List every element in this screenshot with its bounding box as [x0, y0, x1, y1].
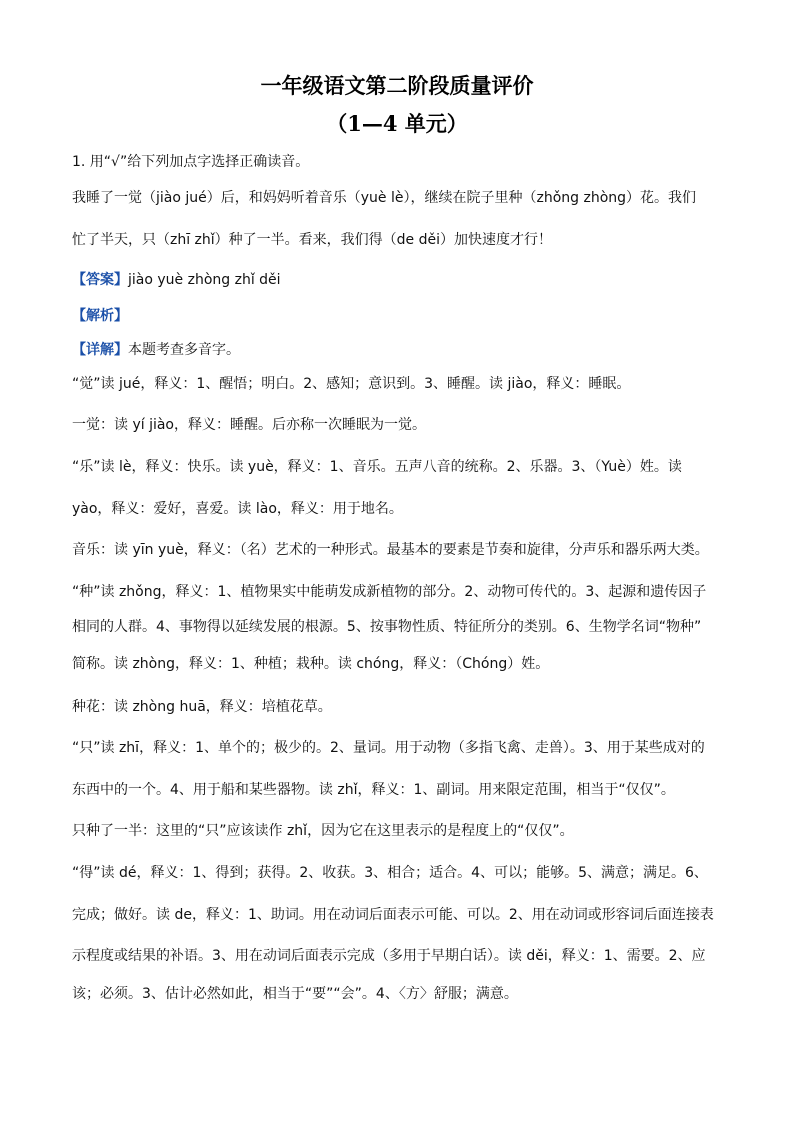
answer-text: jiào yuè zhòng zhǐ děi	[128, 272, 281, 288]
detail-line: “只”读 zhī，释义：1、单个的；极少的。2、量词。用于动物（多指飞禽、走兽）。3、用于某些成对的	[72, 740, 705, 756]
detail-line: 简称。读 zhòng，释义：1、种植；栽种。读 chóng，释义：（Chóng）姓。	[72, 656, 550, 672]
detail-line: 种花：读 zhòng huā，释义：培植花草。	[72, 699, 332, 715]
detail-line: 音乐：读 yīn yuè，释义：（名）艺术的一种形式。最基本的要素是节奏和旋律，分声乐和器乐两大类。	[72, 542, 709, 558]
question-prompt: 1. 用“√”给下列加点字选择正确读音。	[72, 154, 310, 170]
detail-line: 一觉：读 yí jiào，释义：睡醒。后亦称一次睡眠为一觉。	[72, 417, 426, 433]
detail-line: 该；必须。3、估计必然如此，相当于“要”“会”。4、〈方〉舒服；满意。	[72, 986, 518, 1002]
detail-line: “乐”读 lè，释义：快乐。读 yuè，释义：1、音乐。五声八音的统称。2、乐器。3、（Yuè）姓。读	[72, 459, 682, 475]
detail-line: 东西中的一个。4、用于船和某些器物。读 zhǐ，释义：1、副词。用来限定范围，相当于“仅仅”。	[72, 782, 675, 798]
detail-line: 完成；做好。读 de，释义：1、助词。用在动词后面表示可能、可以。2、用在动词或形容词后面连接表	[72, 907, 714, 923]
page-title: 一年级语文第二阶段质量评价	[260, 73, 534, 98]
detail-line: 示程度或结果的补语。3、用在动词后面表示完成（多用于早期白话）。读 děi，释义：1、需要。2、应	[72, 948, 706, 964]
passage-line: 忙了半天，只（zhī zhǐ）种了一半。看来，我们得（de děi）加快速度才行！	[72, 232, 553, 248]
passage-line: 我睡了一觉（jiào jué）后，和妈妈听着音乐（yuè lè），继续在院子里种（zhǒng zhòng）花。我们	[72, 190, 697, 206]
analysis-tag: 【解析】	[72, 308, 128, 324]
analysis-line	[72, 306, 732, 326]
detail-line: “种”读 zhǒng，释义：1、植物果实中能萌发成新植物的部分。2、动物可传代的。3、起源和遗传因子	[72, 584, 707, 600]
detail-line: 相同的人群。4、事物得以延续发展的根源。5、按事物性质、特征所分的类别。6、生物学名词“物种”	[72, 619, 702, 635]
detail-line: yào，释义：爱好，喜爱。读 lào，释义：用于地名。	[72, 501, 403, 517]
detail-intro-line	[72, 340, 732, 360]
answer-line	[72, 270, 732, 290]
page-subtitle: （1—4 单元）	[326, 111, 468, 136]
detail-line: “得”读 dé，释义：1、得到；获得。2、收获。3、相合；适合。4、可以；能够。5、满意；满足。6、	[72, 865, 708, 881]
detail-intro: 本题考查多音字。	[128, 342, 240, 358]
detail-line: “觉”读 jué，释义：1、醒悟；明白。2、感知；意识到。3、睡醒。读 jiào，释义：睡眠。	[72, 376, 631, 392]
detail-line: 只种了一半：这里的“只”应该读作 zhǐ，因为它在这里表示的是程度上的“仅仅”。	[72, 823, 574, 839]
detail-tag: 【详解】	[72, 342, 128, 358]
answer-tag: 【答案】	[72, 272, 128, 288]
